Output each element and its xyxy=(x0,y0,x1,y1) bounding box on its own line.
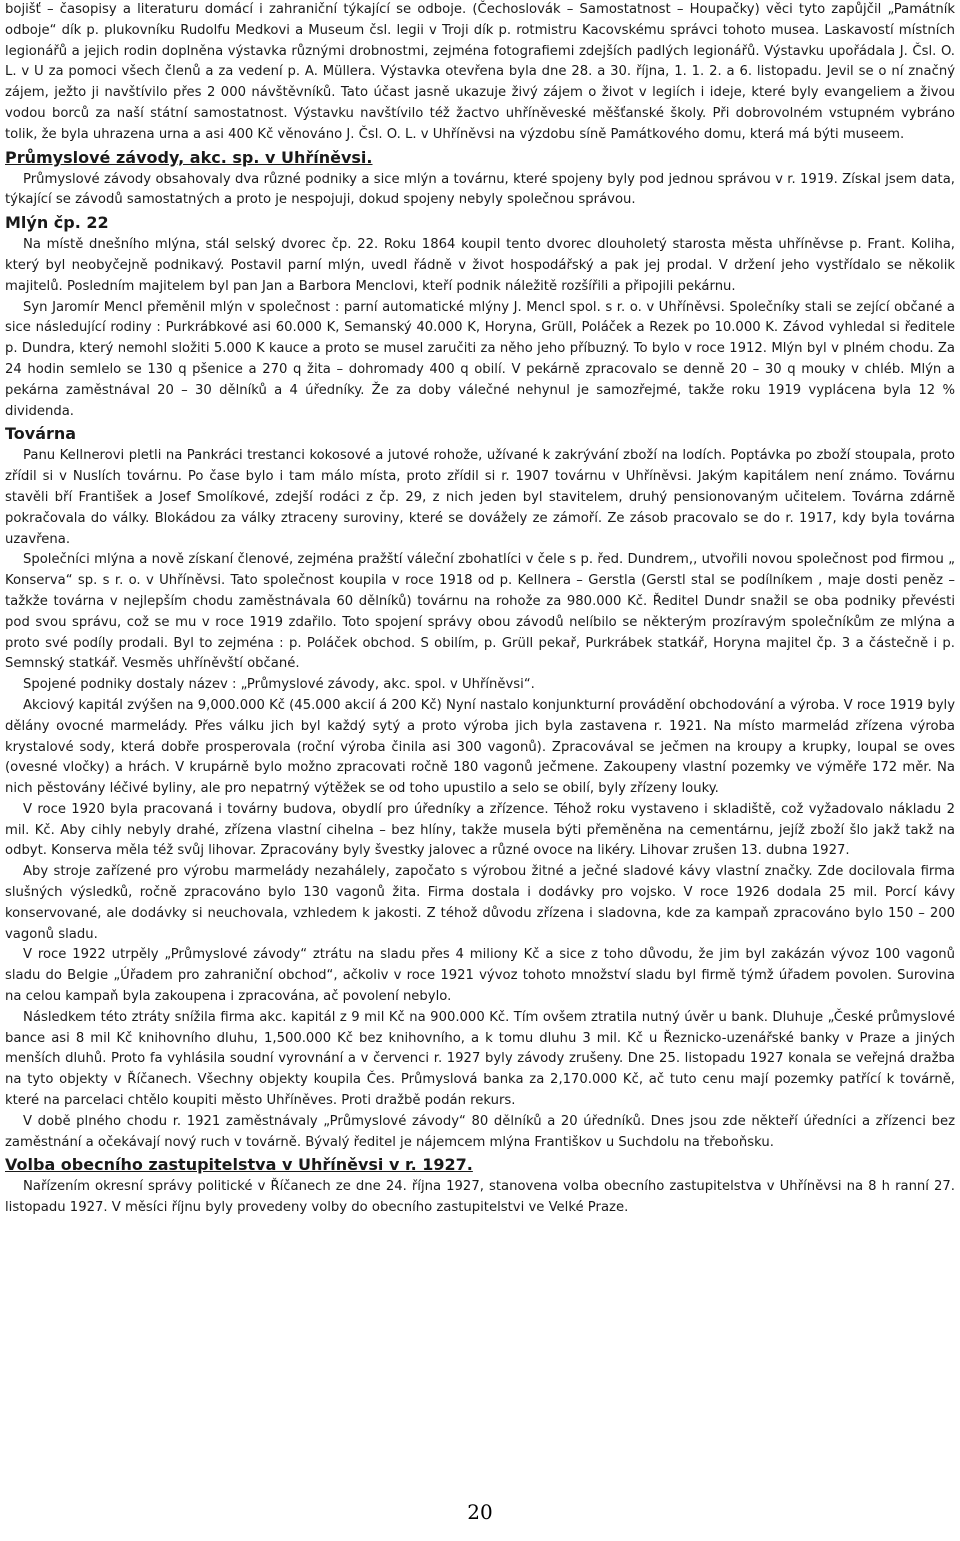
paragraph: Spojené podniky dostaly název : „Průmyslové závody, akc. spol. v Uhříněvsi“. xyxy=(23,677,535,693)
document-page xyxy=(5,0,955,1219)
section-heading: Továrna xyxy=(5,424,77,444)
paragraph: Společníci mlýna a nově získaní členové, zejména pražští váleční zbohatlíci v čele s p. řed. Dundrem,, utvořili novou společnost pod firmou „ Konserva“ sp. s r. o. v Uhříněvsi. Tato společnost koupila v roce 1918 od p. Kellnera – Gerstla (Gerstl stal se podílníkem , maje dosti peněz – tažkže továrna v nejlepším chodu zaměstnávala 60 dělníků) továrnu na rohože za 980.000 Kč. Ředitel Dundr snažil se oba podniky převésti pod svou správu, což se mu v roce 1919 zdařilo. Toto spojení správy obou závodů nelíbilo se některým prozíravým společníkům ze mlýna a proto své podíly prodali. Byl to zejména : p. Poláček obchod. S obilím, p. Grüll pekař, Purkrábek statkář, Horyna majitel čp. 3 a částečně i p. Semnský statkář. Vesměs uhříněvští občané. xyxy=(5,552,955,672)
paragraph: Průmyslové závody obsahovaly dva různé podniky a sice mlýn a továrnu, které spojeny byly pod jednou správou v r. 1919. Získal jsem data, týkající se závodů samostatných a proto je nespojuji, dokud spojeny nebyly společnou správou. xyxy=(5,171,955,208)
paragraph: V roce 1920 byla pracovaná i továrny budova, obydlí pro úředníky a zřízence. Téhož roku vystaveno i skladiště, což vyžadovalo nákladu 2 mil. Kč. Aby cihly nebyly drahé, zřízena vlastní cihelna – bez hlíny, takže musela býti přeměněna na cementárnu, jejíž zboží šlo jakž takž na odbyt. Konserva měla též svůj lihovar. Zpracovány byly švestky jalovec a různé ovoce na likéry. Lihovar zrušen 13. dubna 1927. xyxy=(5,801,955,859)
paragraph: Panu Kellnerovi pletli na Pankráci trestanci kokosové a jutové rohože, užívané k zakrývání zboží na lodích. Poptávka po zboží stoupala, proto zřídil si v Nuslích továrnu. Po čase bylo i tam málo místa, proto zřídil si r. 1907 továrnu v Uhříněvsi. Jakým kapitálem není známo. Továrnu stavěli bří František a Josef Smolíkové, zdejší rodáci z čp. 29, z nich jeden byl stavitelem, druhý pensionovaným učitelem. Továrna zdárně pokračovala do války. Blokádou za války ztraceny suroviny, které se dovážely ze zámoří. Ze zásob pracovalo se do r. 1917, kdy byla továrna uzavřena. xyxy=(5,448,955,547)
paragraph: Na místě dnešního mlýna, stál selský dvorec čp. 22. Roku 1864 koupil tento dvorec dlouholetý starosta města uhříněvse p. Frant. Koliha, který byl neobyčejně podnikavý. Postavil parní mlýn, uvedl řádně v život hospodářský a pak jej prodal. V držení jeho vystřídalo se několik majitelů. Posledním majitelem byl pan Jan a Barbora Menclovi, kteří podnik náležitě rozšířili a připojili pekárnu. xyxy=(5,237,955,294)
paragraph: Akciový kapitál zvýšen na 9,000.000 Kč (45.000 akcií á 200 Kč) Nyní nastalo konjunkturní provádění obchodování a výroba. V roce 1919 byly dělány ovocné marmelády. Přes válku jich byl každý sytý a proto výroba jich byla zastavena r. 1921. Na místo marmelád zřízena výroba krystalové sody, která dobře prosperovala (roční výroba činila asi 300 vagonů). Zpracovával se ječmen na kroupy a krupky, loupal se oves (ovesné vločky) a hrách. V krupárně bylo možno zpracovati ročně 180 vagonů ječmene. Zakoupeny vlastní pozemky ve výměře 172 měr. Na nich pěstovány léčivé byliny, ale pro nepatrný výtěžek se od toho upustilo a selo se obilí, byly zřízeny louky. xyxy=(5,697,956,797)
page-number: 20 xyxy=(467,1500,493,1524)
paragraph: Syn Jaromír Mencl přeměnil mlýn v společnost : parní automatické mlýny J. Mencl spol. s r. o. v Uhříněvsi. Společníky stali se zející občané a sice následující rodiny : Purkrábkové asi 60.000 K, Semanský 40.000 K, Horyna, Grüll, Poláček a Rezek po 10.000 K. Závod vyhledal si ředitele p. Dundra, který nemohl složiti 5.000 K kauce a proto se musel zaručiti za něho jeho příbuzný. To bylo v roce 1912. Mlýn byl v plném chodu. Za 24 hodin semlelo se 130 q pšenice a 270 q žita – dohromady 400 q obilí. V pekárně zpracovalo se denně 20 – 30 q mouky v chléb. Mlýn a pekárna zaměstnával 20 – 30 dělníků a 4 úředníky. Že za doby válečné nehynul je samozřejmé, takže roku 1919 vyplácena byla 12 % dividenda. xyxy=(5,299,955,419)
paragraph: Následkem této ztráty snížila firma akc. kapitál z 9 mil Kč na 900.000 Kč. Tím ovšem ztratila nutný úvěr u bank. Dluhuje „České průmyslové bance asi 8 mil Kč knihovního dluhu, 1,500.000 Kč bez knihovního, a k tomu dluhu 3 mil. Kč u Řeznicko-uzenářské banky v Praze a jiných menších dluhů. Proto fa vyhlásila soudní vyrovnání a v červenci r. 1927 byly závody zrušeny. Dne 25. listopadu 1927 konala se veřejná dražba na tyto objekty v Říčanech. Všechny objekty koupila Čes. Průmyslová banka za 2,170.000 Kč, ač tuto cenu mají pozemky patřící k továrně, které na parcelaci chtělo koupiti město Uhříněves. Proti dražbě podán rekurs. xyxy=(5,1009,955,1109)
paragraph: V době plného chodu r. 1921 zaměstnávaly „Průmyslové závody“ 80 dělníků a 20 úředníků. Dnes jsou zde někteří úředníci a zřízenci bez zaměstnání a očekávají nový ruch v továrně. Bývalý ředitel je nájemcem mlýna Františkov u Suchdolu na třeboňsku. xyxy=(5,1113,955,1150)
section-heading: Průmyslové závody, akc. sp. v Uhříněvsi. xyxy=(5,147,373,167)
section-heading: Mlýn čp. 22 xyxy=(5,213,109,233)
section-heading: Volba obecního zastupitelstva v Uhříněvsi v r. 1927. xyxy=(5,1155,473,1175)
paragraph: Aby stroje zařízené pro výrobu marmelády nezahálely, započato s výrobou žitné a ječné sladové kávy vlastní značky. Zde docilovala firma slušných výsledků, ročně zpracováno bylo 130 vagonů žita. Firma dostala i dodávky pro vojsko. V roce 1926 dodala 25 mil. Porcí kávy konservované, ale dodávky si neuchovala, vzhledem k jakosti. Z téhož důvodu zřízena i sladovna, kde za kampaň zpracováno bylo 150 – 200 vagonů sladu. xyxy=(5,864,955,942)
paragraph: bojišť – časopisy a literaturu domácí i zahraniční týkající se odboje. (Čechoslovák – Samostatnost – Houpačky) věci tyto zapůjčil „Památník odboje“ dík p. plukovníku Rudolfu Medkovi a Museum čsl. legii v Troji dík p. rotmistru Kacovskému správci tohoto musea. Laskavostí místních legionářů a jejich rodin doplněna výstavka různými drobnostmi, zejména fotografiemi zdejších padlých legionářů. Výstavku upořádala J. Čsl. O. L. v U za pomoci všech členů a za vedení p. A. Müllera. Výstavka otevřena byla dne 28. a 30. října, 1. 1. 2. a 6. listopadu. Jevil se o ní značný zájem, ježto ji navštívilo přes 2 000 návštěvníků. Tato účast jasně ukazuje živý zájem o život v legiích i ideje, které byly evangeliem a živou vodou borců za naší státní samostatnost. Výstavku navštívilo též žactvo uhříněveské měšťanské školy. Při dobrovolném vstupném vybráno tolik, že byla uhrazena urna a asi 400 Kč věnováno J. Čsl. O. L. v Uhříněvsi na výzdobu síně Památkového domu, která má býti museem. xyxy=(5,2,955,142)
paragraph: V roce 1922 utrpěly „Průmyslové závody“ ztrátu na sladu přes 4 miliony Kč a sice z toho důvodu, že jim byl zakázán vývoz 100 vagonů sladu do Belgie „Úřadem pro zahraniční obchod“, ačkoliv v roce 1921 vývoz tohoto množství sladu byl firmě týmž úřadem povolen. Surovina na celou kampaň byla zakoupena i zpracována, ač povolení nebylo. xyxy=(5,947,955,1005)
paragraph: Nařízením okresní správy politické v Říčanech ze dne 24. října 1927, stanovena volba obecního zastupitelstva v Uhříněvsi na 8 h ranní 27. listopadu 1927. V měsíci říjnu byly provedeny volby do obecního zastupitelstvi ve Velké Praze. xyxy=(5,1179,955,1216)
